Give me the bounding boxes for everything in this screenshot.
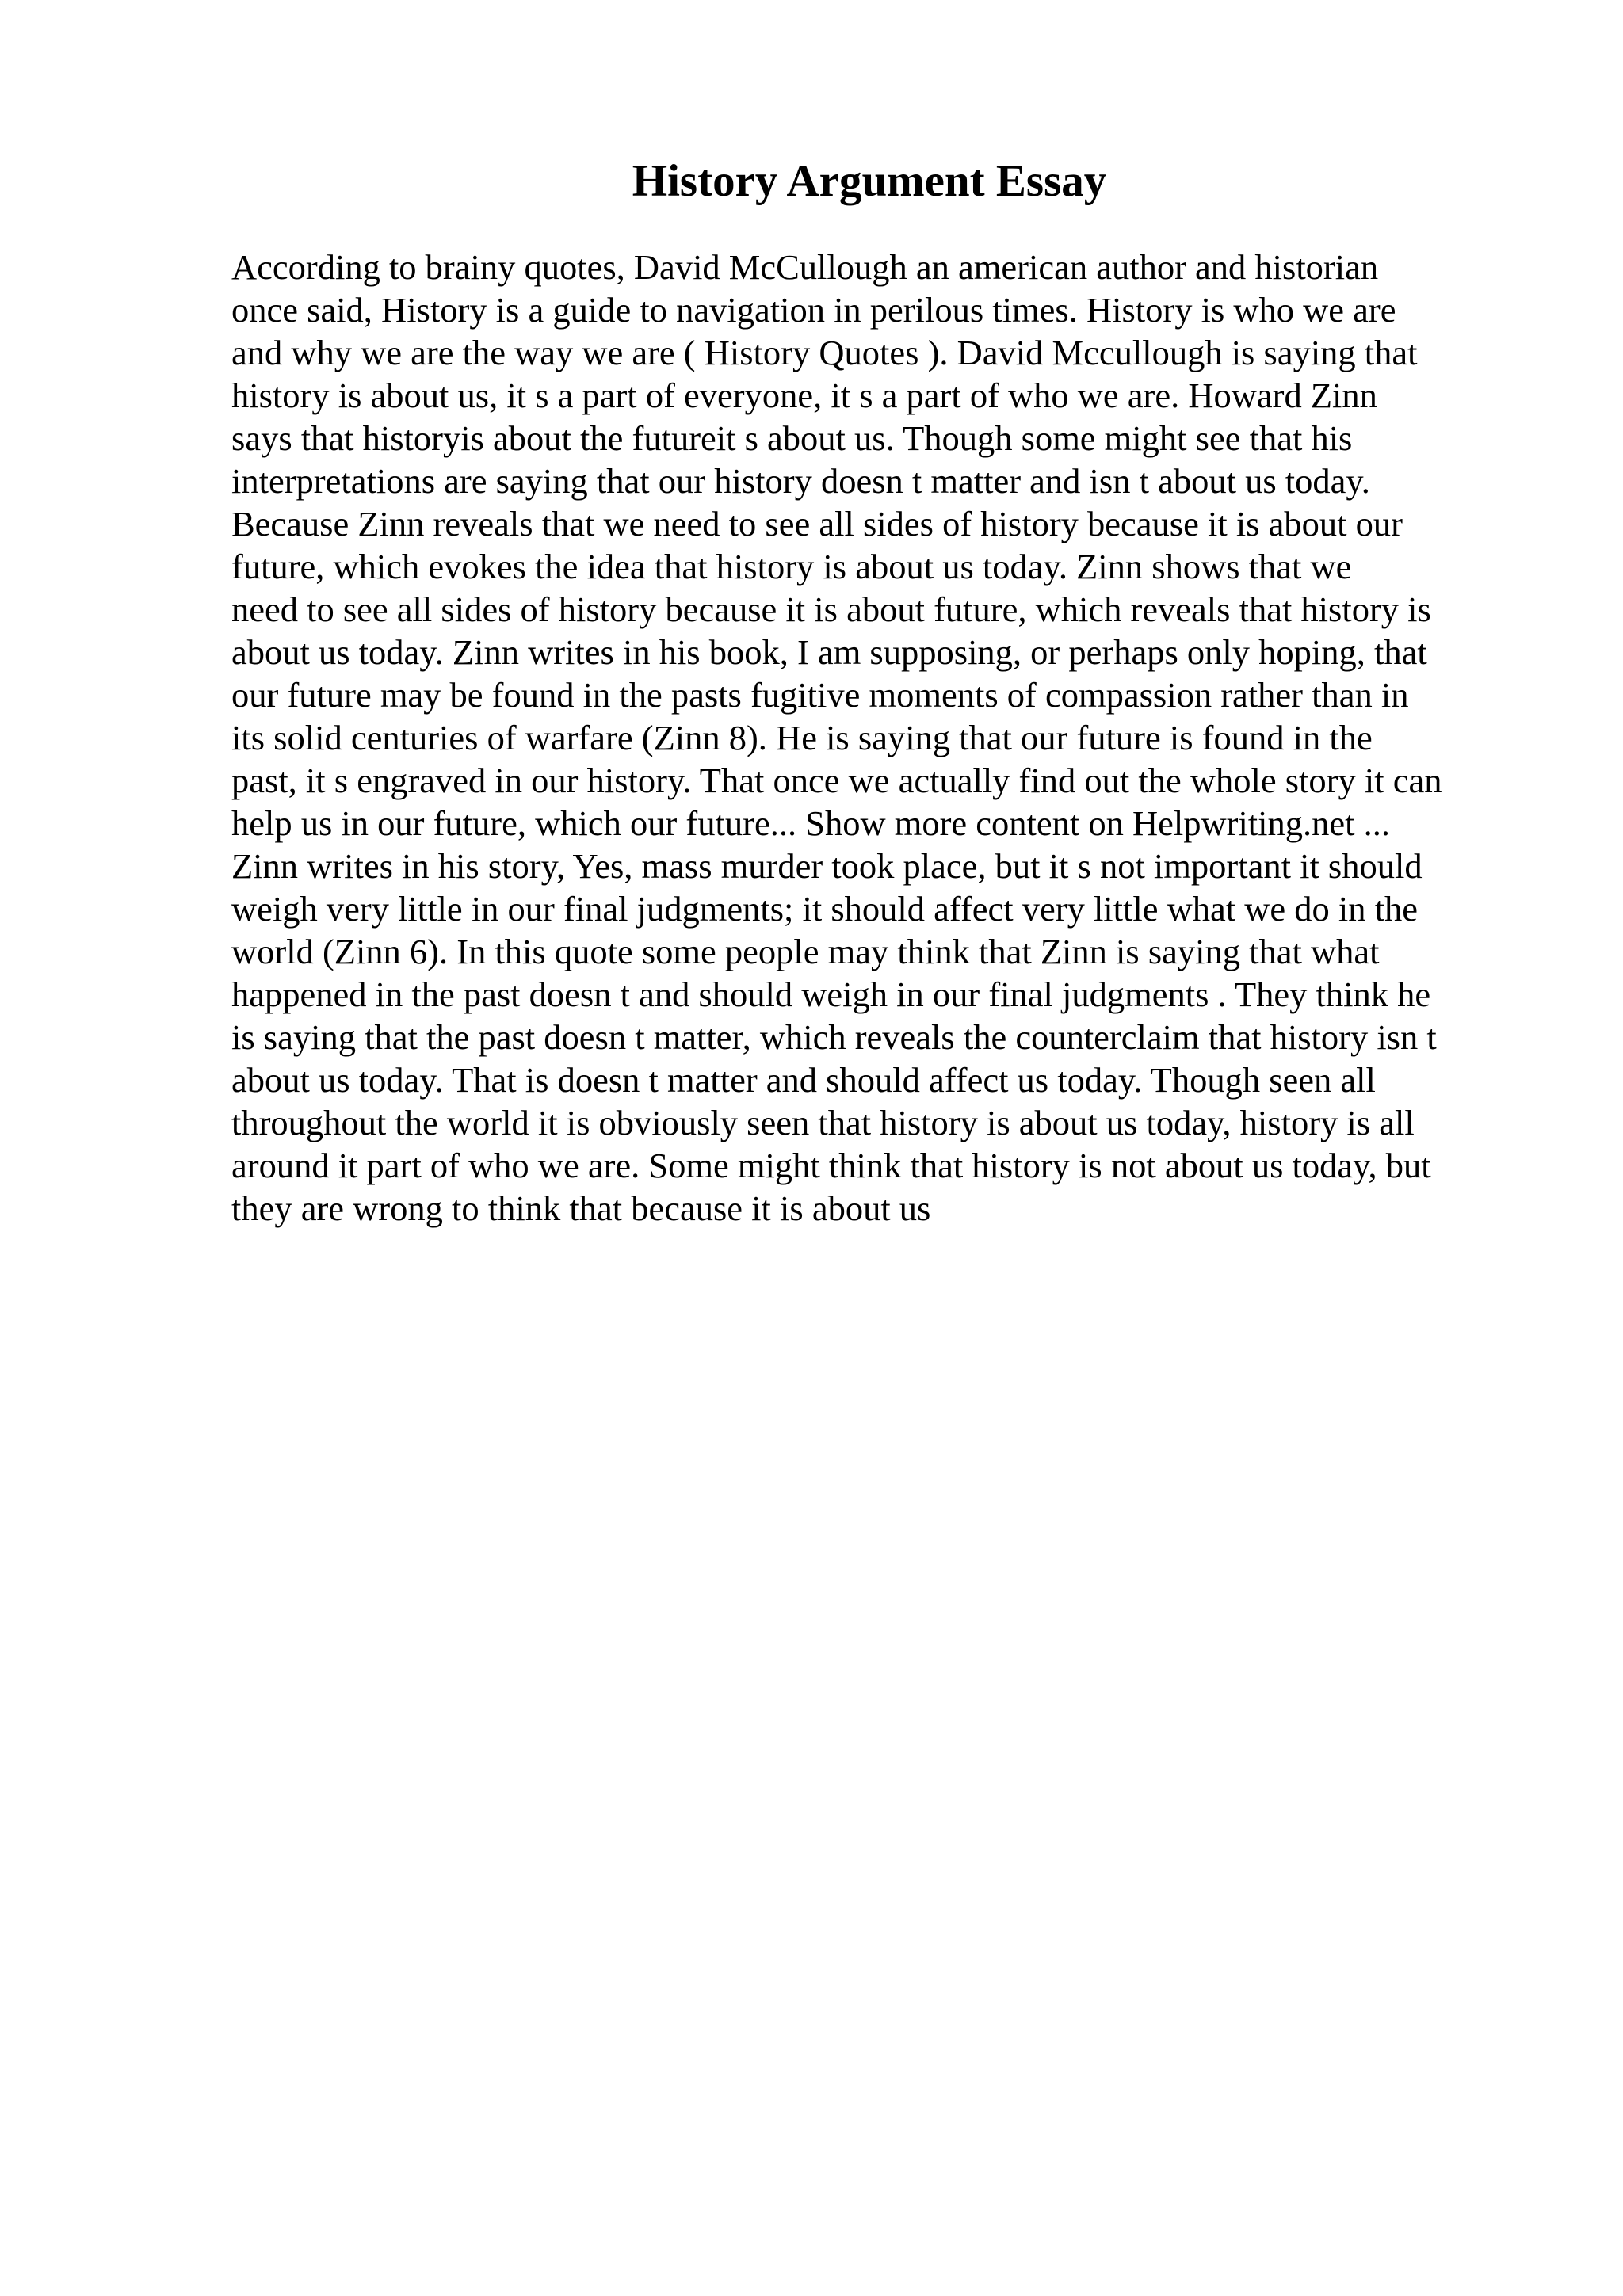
essay-line: future, which evokes the idea that history is about us today. Zinn shows that we (231, 547, 1352, 586)
essay-line: history is about us, it s a part of everyone, it s a part of who we are. Howard Zinn (231, 376, 1377, 415)
essay-line: around it part of who we are. Some might think that history is not about us today, but (231, 1146, 1431, 1185)
essay-line: past, it s engraved in our history. That once we actually find out the whole story it can (231, 761, 1442, 800)
page-title: History Argument Essay (632, 156, 1107, 206)
essay-body (231, 246, 1531, 1230)
essay-line: happened in the past doesn t and should weigh in our final judgments . They think he (231, 974, 1431, 1014)
essay-line: our future may be found in the pasts fugitive moments of compassion rather than in (231, 675, 1409, 715)
essay-line: they are wrong to think that because it is about us (231, 1188, 931, 1228)
essay-line: need to see all sides of history because it is about future, which reveals that history is (231, 589, 1431, 629)
essay-line: throughout the world it is obviously seen that history is about us today, history is all (231, 1103, 1415, 1142)
essay-line: once said, History is a guide to navigation in perilous times. History is who we are (231, 290, 1396, 330)
essay-line: and why we are the way we are ( History Quotes ). David Mccullough is saying that (231, 333, 1418, 372)
essay-line: its solid centuries of warfare (Zinn 8). He is saying that our future is found in the (231, 718, 1373, 757)
essay-line: Because Zinn reveals that we need to see all sides of history because it is about our (231, 504, 1403, 543)
essay-line: weigh very little in our final judgments; it should affect very little what we do in the (231, 889, 1419, 929)
essay-line: interpretations are saying that our history doesn t matter and isn t about us today. (231, 461, 1370, 501)
essay-line: help us in our future, which our future... Show more content on Helpwriting.net ... (231, 803, 1391, 843)
essay-line: world (Zinn 6). In this quote some people may think that Zinn is saying that what (231, 932, 1380, 971)
essay-line: Zinn writes in his story, Yes, mass murder took place, but it s not important it should (231, 846, 1423, 886)
essay-line: According to brainy quotes, David McCullough an american author and historian (231, 247, 1379, 287)
essay-line: says that historyis about the futureit s about us. Though some might see that his (231, 418, 1353, 458)
essay-line: is saying that the past doesn t matter, which reveals the counterclaim that history isn t (231, 1017, 1437, 1057)
essay-line: about us today. Zinn writes in his book, I am supposing, or perhaps only hoping, that (231, 632, 1427, 672)
essay-line: about us today. That is doesn t matter and should affect us today. Though seen all (231, 1060, 1376, 1100)
